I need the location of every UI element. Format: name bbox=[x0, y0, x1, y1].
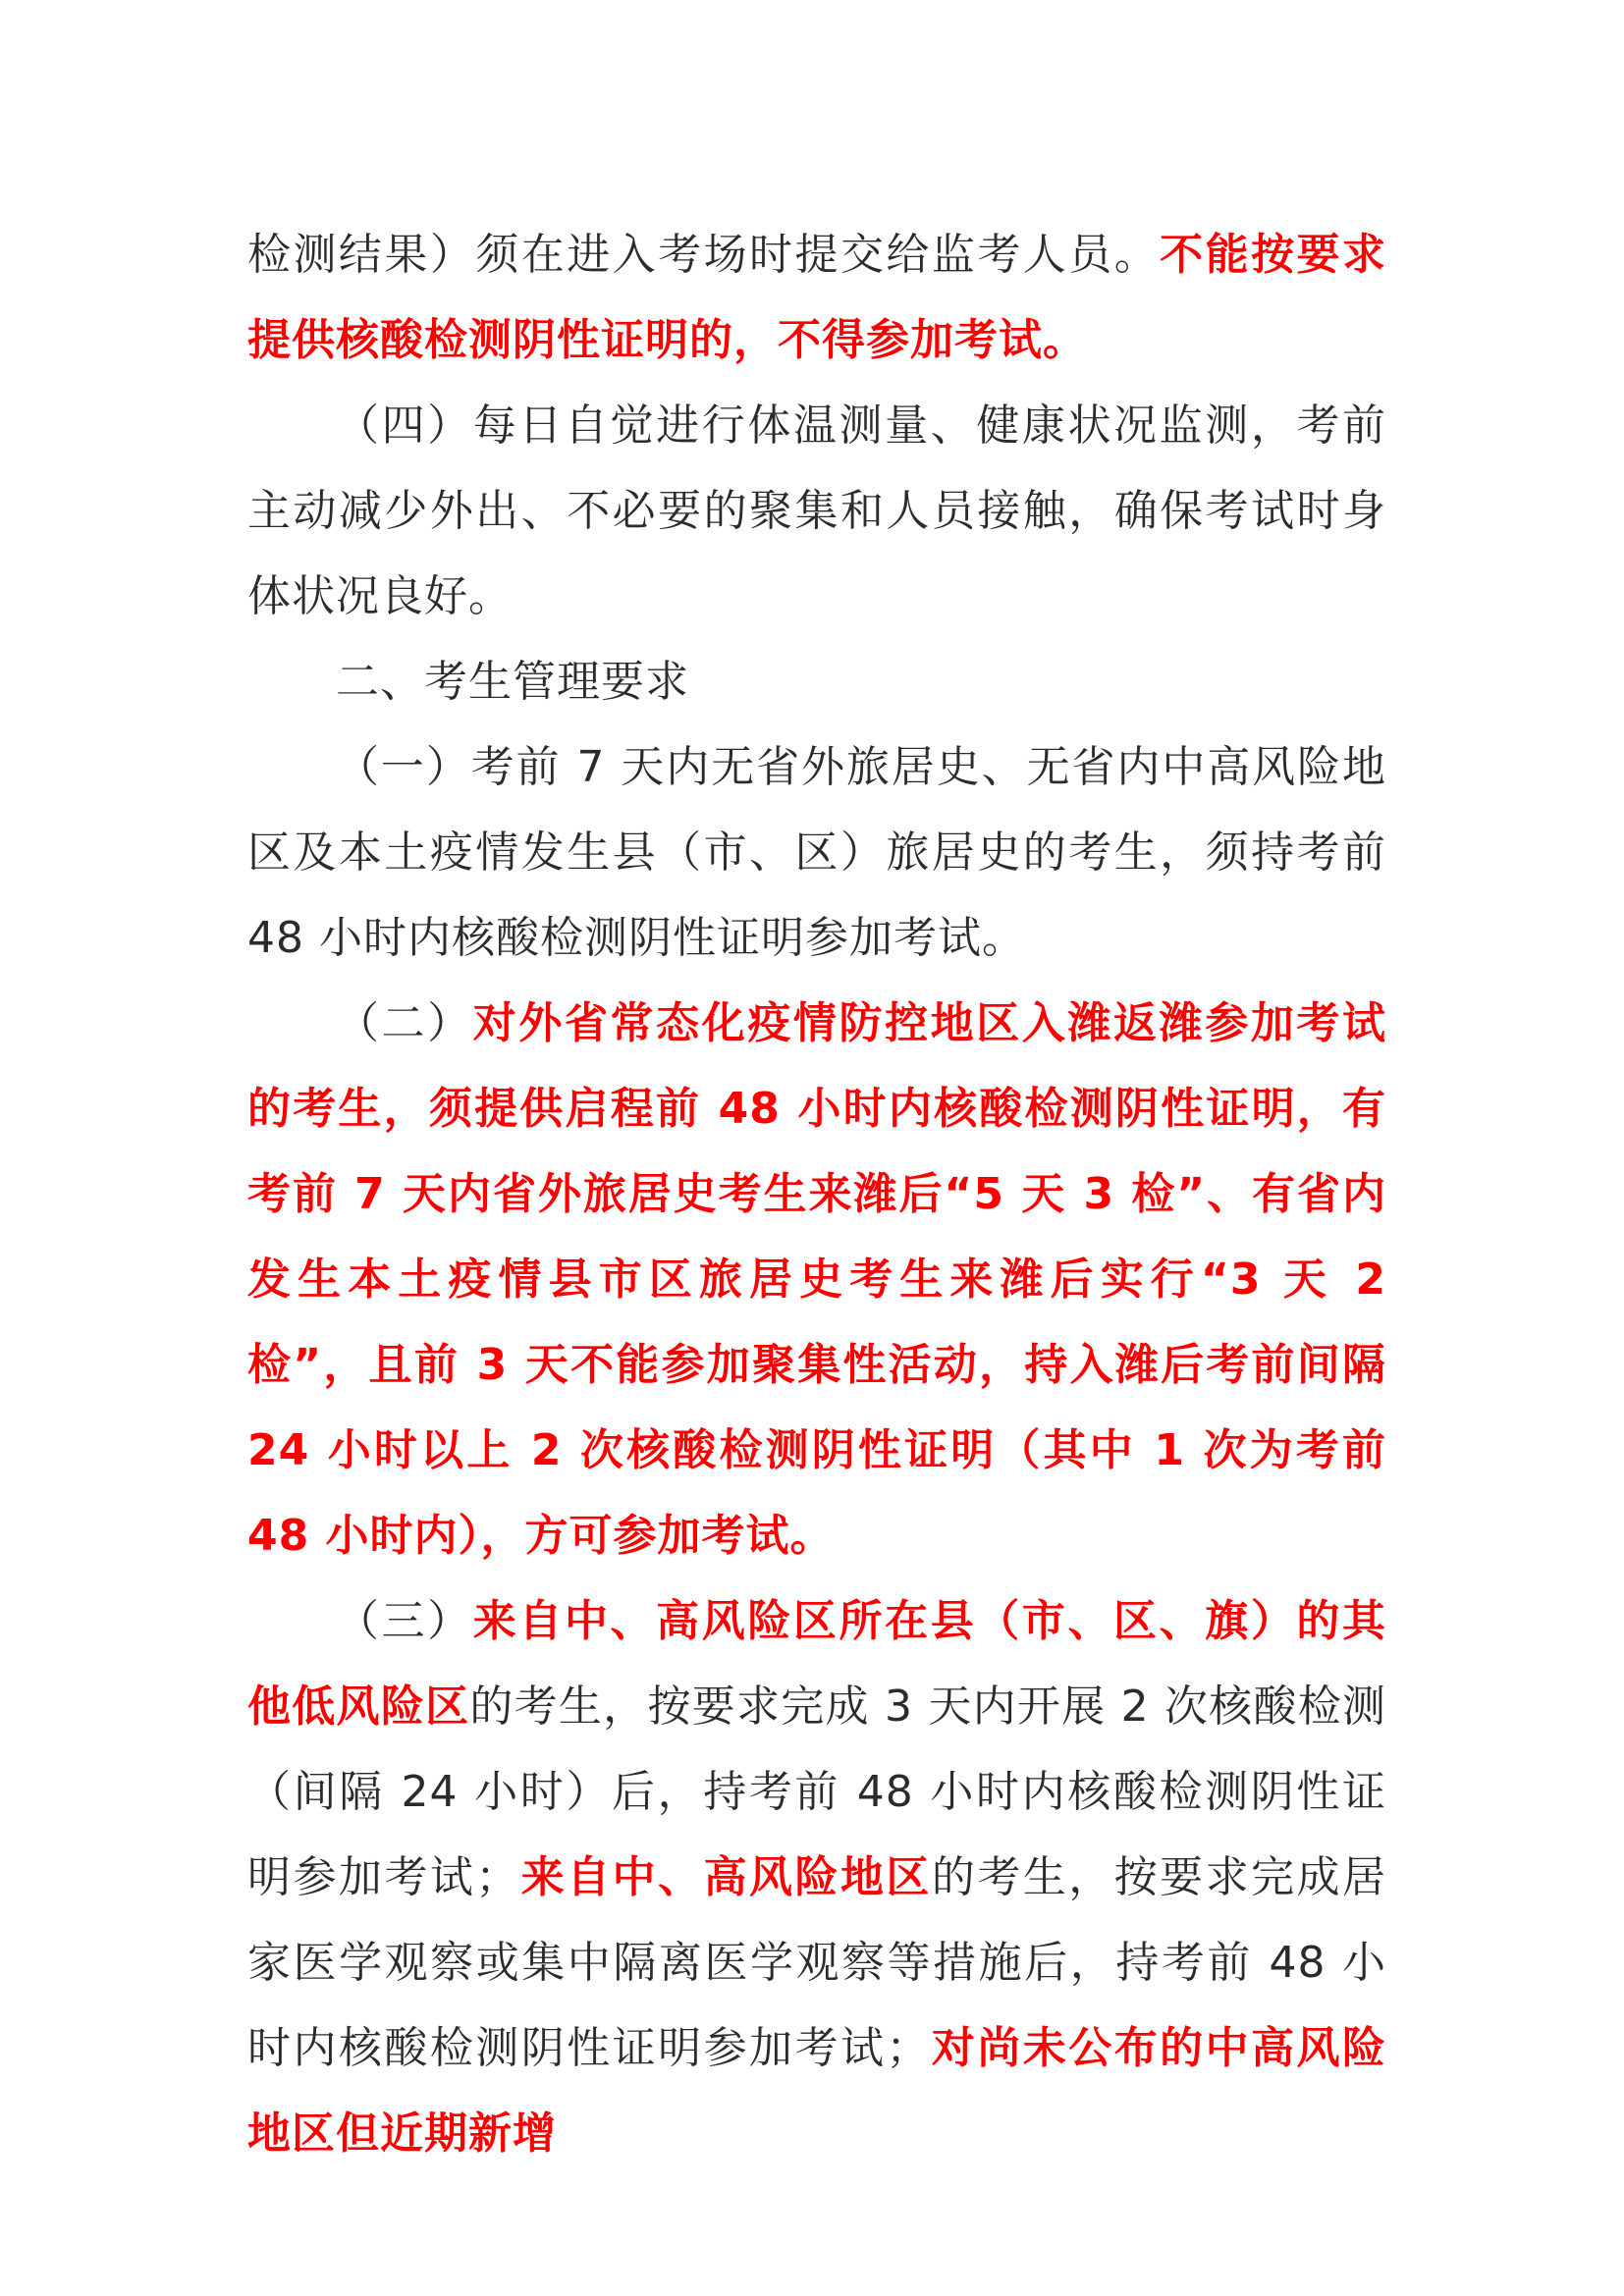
highlighted-text-run: 来自中、高风险区所在县（市、区、旗）的其他低风险区 bbox=[247, 1596, 1387, 1732]
paragraph-item-one bbox=[247, 724, 1386, 981]
text-run: （三） bbox=[336, 1596, 473, 1646]
paragraph-test-result-submission bbox=[247, 212, 1386, 383]
section-heading-candidate-management bbox=[247, 639, 1386, 724]
highlighted-text-run: 来自中、高风险地区 bbox=[519, 1852, 932, 1902]
highlighted-text-run: 不能按要求提供核酸检测阴性证明的，不得参加考试。 bbox=[247, 230, 1387, 365]
text-run: （二） bbox=[336, 998, 473, 1048]
highlighted-text-run: 对尚未公布的中高风险地区但近期新增 bbox=[247, 2023, 1387, 2159]
paragraph-daily-health-monitoring bbox=[247, 383, 1386, 639]
text-run: 的考生，按要求完成居家医学观察或集中隔离医学观察等措施后，持考前 48 小时内核酸检测阴性证明参加考试； bbox=[247, 1852, 1387, 2073]
document-body bbox=[247, 212, 1386, 2176]
paragraph-item-three bbox=[247, 1578, 1386, 2176]
paragraph-item-two bbox=[247, 981, 1386, 1578]
heading-text: 二、考生管理要求 bbox=[336, 657, 689, 707]
text-run: （一）考前 7 天内无省外旅居史、无省内中高风险地区及本土疫情发生县（市、区）旅居史的考生，须持考前 48 小时内核酸检测阴性证明参加考试。 bbox=[247, 742, 1386, 963]
text-run: （四）每日自觉进行体温测量、健康状况监测，考前主动减少外出、不必要的聚集和人员接触，确保考试时身体状况良好。 bbox=[247, 400, 1386, 621]
text-run: 检测结果）须在进入考场时提交给监考人员。 bbox=[247, 230, 1161, 280]
highlighted-text-run: 对外省常态化疫情防控地区入潍返潍参加考试的考生，须提供启程前 48 小时内核酸检测阴性证明，有考前 7 天内省外旅居史考生来潍后“5 天 3 检”、有省内发生本土疫情县市区旅居史考生来潍后实行“3 天 2 检”，且前 3 天不能参加聚集性活动，持入潍后考前间隔 24 小时以上 2 次核酸检测阴性证明（其中 1 次为考前 48 小时内），方可参加考试。 bbox=[247, 998, 1387, 1561]
text-run: 的考生，按要求完成 3 天内开展 2 次核酸检测（间隔 24 小时）后，持考前 48 小时内核酸检测阴性证明参加考试； bbox=[247, 1682, 1386, 1902]
